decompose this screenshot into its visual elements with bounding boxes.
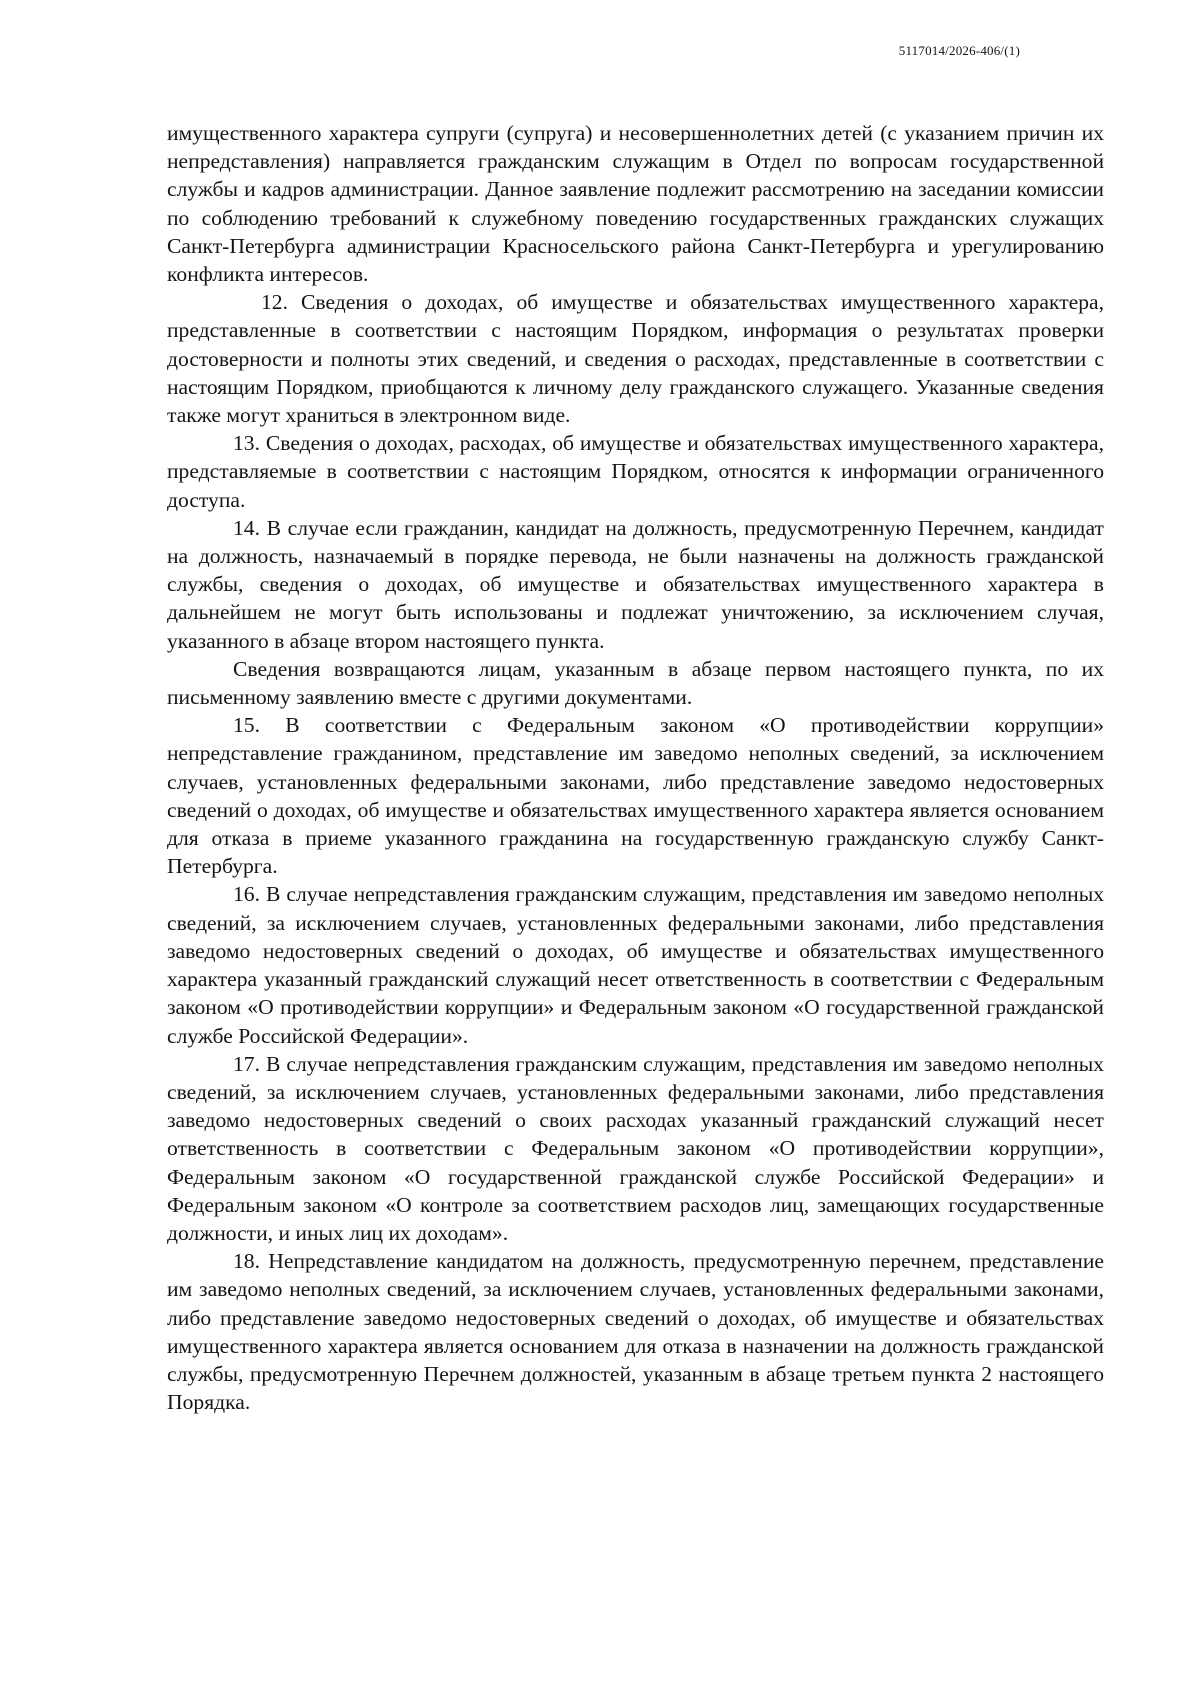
document-number: 5117014/2026-406/(1) <box>898 43 1020 58</box>
paragraph-14: 14. В случае если гражданин, кандидат на должность, предусмотренную Перечнем, кандидат на должность, назначаемый в порядке перевода, не были назначены на должность гражданской службы, сведения о доходах, об имуществе и обязательствах имущественного характера в дальнейшем не могут быть использованы и подлежат уничтожению, за исключением случая, указанного в абзаце втором настоящего пункта. <box>167 515 1104 653</box>
paragraph-14-second: Сведения возвращаются лицам, указанным в абзаце первом настоящего пункта, по их письменному заявлению вместе с другими документами. <box>167 656 1104 710</box>
paragraph-15: 15. В соответствии с Федеральным законом «О противодействии коррупции» непредставление гражданином, представление им заведомо неполных сведений, за исключением случаев, установленных федеральными законами, либо представление заведомо недостоверных сведений о доходах, об имуществе и обязательствах имущественного характера является основанием для отказа в приеме указанного гражданина на государственную гражданскую службу Санкт-Петербурга. <box>167 713 1104 879</box>
paragraph-18: 18. Непредставление кандидатом на должность, предусмотренную перечнем, представление им заведомо неполных сведений, за исключением случаев, установленных федеральными законами, либо представление заведомо недостоверных сведений о доходах, об имуществе и обязательствах имущественного характера является основанием для отказа в назначении на должность гражданской службы, предусмотренную Перечнем должностей, указанным в абзаце третьем пункта 2 настоящего Порядка. <box>167 1249 1104 1415</box>
paragraph-16: 16. В случае непредставления гражданским служащим, представления им заведомо неполных сведений, за исключением случаев, установленных федеральными законами, либо представления заведомо недостоверных сведений о доходах, об имуществе и обязательствах имущественного характера указанный гражданский служащий несет ответственность в соответствии с Федеральным законом «О противодействии коррупции» и Федеральным законом «О государственной гражданской службе Российской Федерации». <box>167 882 1104 1048</box>
paragraph-13: 13. Сведения о доходах, расходах, об имуществе и обязательствах имущественного характера, представляемые в соответствии с настоящим Порядком, относятся к информации ограниченного доступа. <box>167 431 1104 512</box>
document-body <box>167 119 1104 1416</box>
paragraph-12: 12. Сведения о доходах, об имуществе и обязательствах имущественного характера, представленные в соответствии с настоящим Порядком, информация о результатах проверки достоверности и полноты этих сведений, и сведения о расходах, представленные в соответствии с настоящим Порядком, приобщаются к личному делу гражданского служащего. Указанные сведения также могут храниться в электронном виде. <box>167 290 1104 428</box>
paragraph-17: 17. В случае непредставления гражданским служащим, представления им заведомо неполных сведений, за исключением случаев, установленных федеральными законами, либо представления заведомо недостоверных сведений о своих расходах указанный гражданский служащий несет ответственность в соответствии с Федеральным законом «О противодействии коррупции», Федеральным законом «О государственной гражданской службе Российской Федерации» и Федеральным законом «О контроле за соответствием расходов лиц, замещающих государственные должности, и иных лиц их доходам». <box>167 1051 1104 1245</box>
paragraph-continuation: имущественного характера супруги (супруга) и несовершеннолетних детей (с указанием причин их непредставления) направляется гражданским служащим в Отдел по вопросам государственной службы и кадров администрации. Данное заявление подлежит рассмотрению на заседании комиссии по соблюдению требований к служебному поведению государственных гражданских служащих Санкт-Петербурга администрации Красносельского района Санкт-Петербурга и урегулированию конфликта интересов. <box>167 121 1104 287</box>
